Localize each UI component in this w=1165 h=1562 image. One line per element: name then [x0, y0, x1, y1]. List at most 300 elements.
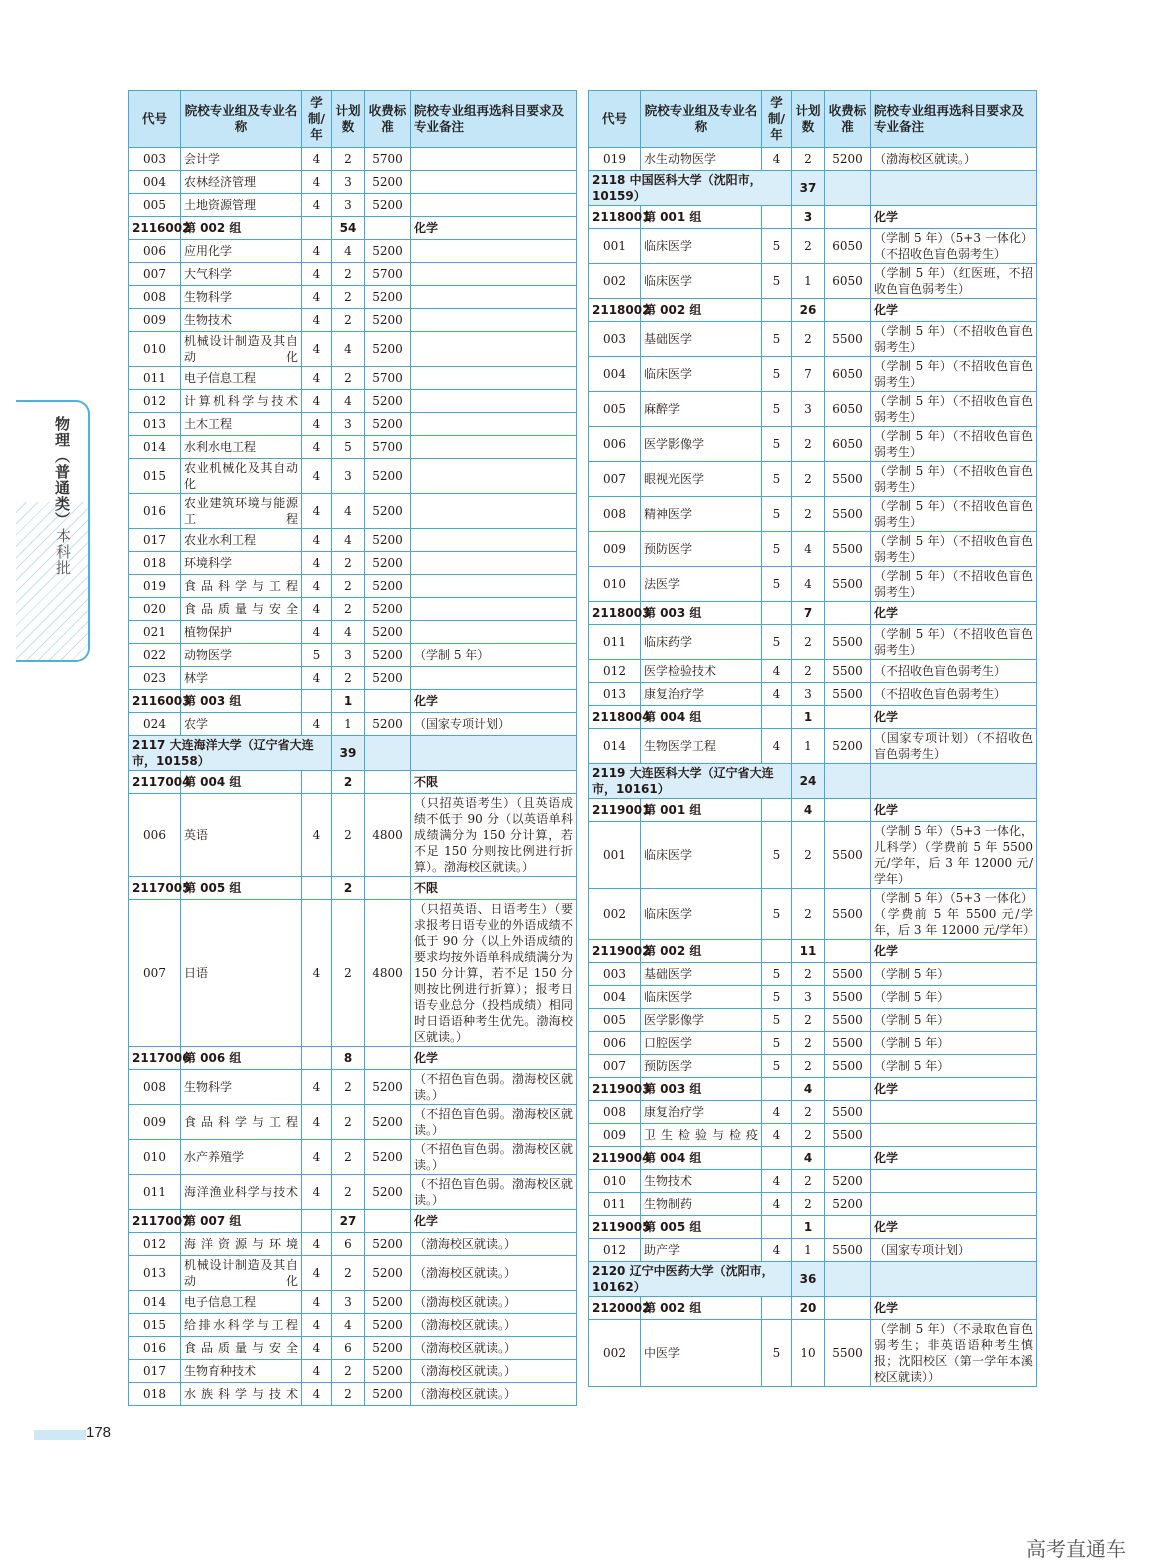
- group-name: 第 004 组: [641, 1147, 762, 1170]
- group-row: [129, 877, 577, 900]
- major-name: 给排水科学与工程: [181, 1314, 302, 1337]
- major-code: 006: [129, 794, 181, 877]
- major-code: 018: [129, 1383, 181, 1406]
- major-plan: 2: [332, 1175, 365, 1210]
- major-note: （只招英语、日语考生）（要求报考日语专业的外语成绩不低于 90 分（以上外语成绩的要求均按外语单科成绩满分为 150 分计算，若不足 150 分则按比例进行折算）；报考日语专业总分（投档成绩）相同时日语语种考生优先。渤海校区就读。）: [411, 900, 577, 1047]
- major-name: 会计学: [181, 148, 302, 171]
- group-plan: 2: [332, 771, 365, 794]
- major-fee: 5200: [365, 1256, 411, 1291]
- major-fee: 5200: [365, 1360, 411, 1383]
- major-note: （国家专项计划）: [411, 713, 577, 736]
- major-name: 林学: [181, 667, 302, 690]
- major-code: 006: [589, 427, 641, 462]
- group-fee: [825, 206, 871, 229]
- school-plan: 36: [792, 1262, 825, 1297]
- major-name: 生物医学工程: [641, 729, 762, 764]
- major-fee: 5500: [825, 497, 871, 532]
- major-years: 4: [302, 459, 332, 494]
- major-name: 生物科学: [181, 1070, 302, 1105]
- group-row: [589, 299, 1037, 322]
- major-row: [129, 529, 577, 552]
- major-fee: 5700: [365, 367, 411, 390]
- school-note: [871, 1262, 1037, 1297]
- major-years: 5: [762, 986, 792, 1009]
- major-years: 4: [762, 148, 792, 171]
- major-fee: 5200: [365, 390, 411, 413]
- major-note: （学制 5 年）: [411, 644, 577, 667]
- major-years: 5: [762, 567, 792, 602]
- school-row: [589, 171, 1037, 206]
- major-name: 环境科学: [181, 552, 302, 575]
- group-name: 第 002 组: [181, 217, 302, 240]
- major-note: [871, 1193, 1037, 1216]
- group-subject-requirement: 化学: [871, 1216, 1037, 1239]
- group-fee: [365, 690, 411, 713]
- group-name: 第 007 组: [181, 1210, 302, 1233]
- major-fee: 5500: [825, 1055, 871, 1078]
- major-name: 临床医学: [641, 822, 762, 889]
- major-name: 水利水电工程: [181, 436, 302, 459]
- major-years: 4: [302, 552, 332, 575]
- major-fee: 5200: [365, 1105, 411, 1140]
- major-years: 5: [762, 462, 792, 497]
- major-row: [589, 357, 1037, 392]
- major-plan: 3: [332, 171, 365, 194]
- major-plan: 2: [332, 286, 365, 309]
- major-row: [589, 1009, 1037, 1032]
- major-name: 康复治疗学: [641, 683, 762, 706]
- major-row: [129, 1070, 577, 1105]
- major-note: [411, 529, 577, 552]
- major-code: 012: [129, 1233, 181, 1256]
- group-fee: [825, 1216, 871, 1239]
- major-years: 4: [302, 1140, 332, 1175]
- major-row: [589, 683, 1037, 706]
- major-plan: 2: [332, 667, 365, 690]
- major-name: 水生动物医学: [641, 148, 762, 171]
- major-plan: 2: [332, 263, 365, 286]
- major-row: [129, 1291, 577, 1314]
- group-row: [589, 940, 1037, 963]
- major-plan: 2: [332, 1070, 365, 1105]
- major-name: 生物科学: [181, 286, 302, 309]
- major-row: [129, 552, 577, 575]
- major-plan: 2: [792, 963, 825, 986]
- major-fee: 5500: [825, 532, 871, 567]
- group-years: [302, 877, 332, 900]
- major-plan: 2: [792, 1032, 825, 1055]
- group-row: [129, 217, 577, 240]
- major-row: [129, 367, 577, 390]
- major-fee: 5200: [365, 240, 411, 263]
- major-name: 农学: [181, 713, 302, 736]
- major-code: 008: [129, 286, 181, 309]
- major-fee: 5200: [365, 1070, 411, 1105]
- group-subject-requirement: 化学: [871, 799, 1037, 822]
- group-code: 2117006: [129, 1047, 181, 1070]
- major-plan: 2: [332, 1140, 365, 1175]
- major-years: 4: [302, 598, 332, 621]
- section-side-tab: [16, 400, 90, 662]
- major-name: 预防医学: [641, 1055, 762, 1078]
- table-header-row: [589, 91, 1037, 148]
- major-plan: 1: [792, 1239, 825, 1262]
- major-note: （渤海校区就读。）: [871, 148, 1037, 171]
- major-code: 011: [589, 625, 641, 660]
- major-name: 食品质量与安全: [181, 598, 302, 621]
- group-fee: [365, 1047, 411, 1070]
- major-row: [589, 1170, 1037, 1193]
- major-code: 014: [129, 1291, 181, 1314]
- major-note: （不招收色盲色弱考生）: [871, 660, 1037, 683]
- major-name: 口腔医学: [641, 1032, 762, 1055]
- major-fee: 5200: [365, 575, 411, 598]
- major-note: （国家专项计划）: [871, 1239, 1037, 1262]
- group-years: [762, 1078, 792, 1101]
- group-row: [589, 799, 1037, 822]
- major-fee: 5700: [365, 148, 411, 171]
- major-plan: 1: [792, 264, 825, 299]
- group-fee: [825, 1147, 871, 1170]
- major-note: （学制 5 年）（不招收色盲色弱考生）: [871, 497, 1037, 532]
- major-code: 001: [589, 822, 641, 889]
- major-note: [411, 598, 577, 621]
- major-note: （只招英语考生）（且英语成绩不低于 90 分（以英语单科成绩满分为 150 分计算，若不足 150 分则按比例进行折算）。渤海校区就读。）: [411, 794, 577, 877]
- major-years: 4: [302, 1291, 332, 1314]
- school-fee: [365, 736, 411, 771]
- major-plan: 4: [332, 240, 365, 263]
- table-header-row: [129, 91, 577, 148]
- major-note: （不招收色盲色弱考生）: [871, 683, 1037, 706]
- major-name: 大气科学: [181, 263, 302, 286]
- major-years: 4: [302, 494, 332, 529]
- major-fee: 5500: [825, 889, 871, 940]
- major-note: （学制 5 年）（不招收色盲色弱考生）: [871, 322, 1037, 357]
- group-row: [589, 1147, 1037, 1170]
- major-plan: 7: [792, 357, 825, 392]
- major-note: （学制 5 年）（不招收色盲色弱考生）: [871, 625, 1037, 660]
- major-years: 5: [762, 625, 792, 660]
- major-years: 4: [302, 794, 332, 877]
- school-fee: [825, 764, 871, 799]
- major-note: [411, 621, 577, 644]
- major-code: 001: [589, 229, 641, 264]
- major-code: 022: [129, 644, 181, 667]
- major-plan: 3: [792, 986, 825, 1009]
- group-years: [762, 799, 792, 822]
- major-row: [589, 567, 1037, 602]
- group-years: [762, 1147, 792, 1170]
- major-years: 5: [762, 532, 792, 567]
- major-name: 水产养殖学: [181, 1140, 302, 1175]
- group-fee: [825, 1297, 871, 1320]
- major-code: 017: [129, 1360, 181, 1383]
- major-years: 4: [302, 1314, 332, 1337]
- major-row: [129, 1140, 577, 1175]
- group-years: [762, 206, 792, 229]
- major-years: 4: [302, 1233, 332, 1256]
- major-note: [871, 1170, 1037, 1193]
- major-years: 4: [302, 1337, 332, 1360]
- major-row: [129, 900, 577, 1047]
- major-row: [589, 497, 1037, 532]
- school-note: [871, 764, 1037, 799]
- major-row: [129, 171, 577, 194]
- major-fee: 5200: [365, 1140, 411, 1175]
- major-years: 4: [762, 1101, 792, 1124]
- major-name: 卫生检验与检疫: [641, 1124, 762, 1147]
- major-row: [589, 322, 1037, 357]
- major-row: [129, 286, 577, 309]
- major-row: [589, 963, 1037, 986]
- major-plan: 4: [792, 567, 825, 602]
- major-years: 5: [762, 1320, 792, 1387]
- group-plan: 20: [792, 1297, 825, 1320]
- school-note: [411, 736, 577, 771]
- major-plan: 4: [332, 1314, 365, 1337]
- major-years: 4: [302, 332, 332, 367]
- major-row: [129, 667, 577, 690]
- major-name: 农林经济管理: [181, 171, 302, 194]
- major-code: 012: [129, 390, 181, 413]
- group-subject-requirement: 化学: [411, 1047, 577, 1070]
- group-subject-requirement: 化学: [411, 690, 577, 713]
- major-years: 4: [302, 171, 332, 194]
- major-row: [589, 427, 1037, 462]
- major-code: 014: [589, 729, 641, 764]
- major-fee: 5200: [365, 529, 411, 552]
- school-name: 2118 中国医科大学（沈阳市，10159）: [589, 171, 792, 206]
- major-name: 临床医学: [641, 357, 762, 392]
- major-plan: 2: [792, 660, 825, 683]
- major-years: 4: [302, 1070, 332, 1105]
- major-code: 003: [129, 148, 181, 171]
- group-name: 第 001 组: [641, 206, 762, 229]
- group-plan: 8: [332, 1047, 365, 1070]
- category-label: 物理（普通类）: [53, 416, 71, 528]
- group-row: [129, 1047, 577, 1070]
- major-note: （学制 5 年）（5+3 一体化）（不招收色盲色弱考生）: [871, 229, 1037, 264]
- major-years: 4: [762, 1170, 792, 1193]
- major-code: 009: [589, 1124, 641, 1147]
- major-plan: 1: [332, 713, 365, 736]
- header-name: 院校专业组及专业名称: [641, 91, 762, 148]
- major-years: 5: [762, 322, 792, 357]
- right-admissions-table: [588, 90, 1037, 1387]
- left-admissions-table: [128, 90, 577, 1406]
- major-name: 水族科学与技术: [181, 1383, 302, 1406]
- major-fee: 5200: [365, 552, 411, 575]
- major-code: 019: [129, 575, 181, 598]
- major-name: 生物制药: [641, 1193, 762, 1216]
- major-row: [129, 390, 577, 413]
- major-code: 013: [129, 413, 181, 436]
- school-fee: [825, 171, 871, 206]
- major-plan: 2: [792, 427, 825, 462]
- major-plan: 4: [332, 494, 365, 529]
- major-name: 海洋资源与环境: [181, 1233, 302, 1256]
- major-row: [129, 1105, 577, 1140]
- major-years: 4: [302, 1175, 332, 1210]
- group-fee: [825, 299, 871, 322]
- major-row: [129, 332, 577, 367]
- major-row: [589, 462, 1037, 497]
- major-fee: 5200: [365, 667, 411, 690]
- header-code: 代号: [589, 91, 641, 148]
- major-plan: 2: [792, 322, 825, 357]
- major-fee: 5500: [825, 567, 871, 602]
- major-note: （渤海校区就读。）: [411, 1233, 577, 1256]
- major-note: （学制 5 年）（不招收色盲色弱考生）: [871, 567, 1037, 602]
- group-name: 第 002 组: [641, 299, 762, 322]
- school-plan: 37: [792, 171, 825, 206]
- major-name: 日语: [181, 900, 302, 1047]
- major-years: 4: [762, 729, 792, 764]
- major-code: 012: [589, 1239, 641, 1262]
- school-fee: [825, 1262, 871, 1297]
- major-note: （渤海校区就读。）: [411, 1314, 577, 1337]
- major-row: [129, 794, 577, 877]
- major-name: 中医学: [641, 1320, 762, 1387]
- major-note: [411, 494, 577, 529]
- major-years: 4: [302, 367, 332, 390]
- major-plan: 2: [792, 229, 825, 264]
- group-years: [302, 1210, 332, 1233]
- major-fee: 5200: [825, 1193, 871, 1216]
- group-name: 第 002 组: [641, 940, 762, 963]
- major-row: [129, 713, 577, 736]
- group-fee: [365, 877, 411, 900]
- group-fee: [365, 771, 411, 794]
- group-code: 2117005: [129, 877, 181, 900]
- group-plan: 11: [792, 940, 825, 963]
- group-plan: 4: [792, 1078, 825, 1101]
- major-note: [411, 171, 577, 194]
- group-years: [762, 299, 792, 322]
- major-note: （渤海校区就读。）: [411, 1256, 577, 1291]
- major-fee: 5200: [365, 1175, 411, 1210]
- school-note: [871, 171, 1037, 206]
- major-code: 008: [589, 1101, 641, 1124]
- major-row: [589, 986, 1037, 1009]
- major-plan: 1: [792, 729, 825, 764]
- major-note: [411, 367, 577, 390]
- major-fee: 5200: [365, 459, 411, 494]
- left-table-body: [129, 148, 577, 1406]
- group-subject-requirement: 化学: [871, 1078, 1037, 1101]
- major-name: 眼视光医学: [641, 462, 762, 497]
- major-plan: 4: [332, 390, 365, 413]
- major-years: 4: [762, 1193, 792, 1216]
- major-fee: 5200: [365, 598, 411, 621]
- major-row: [589, 1101, 1037, 1124]
- major-name: 医学影像学: [641, 427, 762, 462]
- school-plan: 39: [332, 736, 365, 771]
- group-years: [302, 771, 332, 794]
- group-row: [129, 771, 577, 794]
- major-name: 生物技术: [181, 309, 302, 332]
- group-years: [762, 706, 792, 729]
- major-years: 5: [762, 963, 792, 986]
- group-name: 第 003 组: [641, 1078, 762, 1101]
- major-code: 005: [589, 1009, 641, 1032]
- major-plan: 2: [332, 598, 365, 621]
- major-name: 动物医学: [181, 644, 302, 667]
- major-plan: 2: [332, 1383, 365, 1406]
- group-plan: 3: [792, 206, 825, 229]
- major-code: 006: [129, 240, 181, 263]
- major-note: （学制 5 年）（不招收色盲色弱考生）: [871, 357, 1037, 392]
- major-years: 4: [302, 575, 332, 598]
- school-plan: 24: [792, 764, 825, 799]
- major-years: 4: [302, 1105, 332, 1140]
- major-fee: 5500: [825, 963, 871, 986]
- major-code: 011: [129, 367, 181, 390]
- major-fee: 5200: [365, 1383, 411, 1406]
- major-note: （不招色盲色弱。渤海校区就读。）: [411, 1105, 577, 1140]
- group-code: 2119001: [589, 799, 641, 822]
- major-fee: 5500: [825, 683, 871, 706]
- major-fee: 6050: [825, 264, 871, 299]
- group-name: 第 004 组: [181, 771, 302, 794]
- major-code: 013: [129, 1256, 181, 1291]
- major-note: （不招色盲色弱。渤海校区就读。）: [411, 1175, 577, 1210]
- group-name: 第 006 组: [181, 1047, 302, 1070]
- major-fee: 5200: [825, 1170, 871, 1193]
- major-note: （学制 5 年）（不招收色盲色弱考生）: [871, 532, 1037, 567]
- major-note: （渤海校区就读。）: [411, 1337, 577, 1360]
- major-fee: 5200: [365, 309, 411, 332]
- major-years: 4: [302, 436, 332, 459]
- major-code: 007: [589, 462, 641, 497]
- major-fee: 5700: [365, 263, 411, 286]
- major-years: 5: [762, 357, 792, 392]
- group-plan: 4: [792, 1147, 825, 1170]
- major-plan: 3: [332, 644, 365, 667]
- group-subject-requirement: 化学: [871, 1297, 1037, 1320]
- major-code: 019: [589, 148, 641, 171]
- major-code: 002: [589, 1320, 641, 1387]
- major-fee: 5500: [825, 1239, 871, 1262]
- major-note: （渤海校区就读。）: [411, 1360, 577, 1383]
- major-row: [129, 621, 577, 644]
- major-row: [129, 1175, 577, 1210]
- major-fee: 6050: [825, 427, 871, 462]
- major-code: 005: [589, 392, 641, 427]
- major-years: 4: [302, 240, 332, 263]
- major-plan: 2: [332, 1256, 365, 1291]
- school-row: [129, 736, 577, 771]
- major-name: 农业水利工程: [181, 529, 302, 552]
- major-years: 4: [302, 390, 332, 413]
- major-years: 4: [302, 621, 332, 644]
- major-years: 5: [762, 889, 792, 940]
- major-note: [411, 309, 577, 332]
- major-plan: 4: [792, 532, 825, 567]
- group-subject-requirement: 化学: [871, 299, 1037, 322]
- group-subject-requirement: 化学: [871, 1147, 1037, 1170]
- major-years: 4: [762, 660, 792, 683]
- major-fee: 6050: [825, 229, 871, 264]
- group-subject-requirement: 化学: [871, 940, 1037, 963]
- group-subject-requirement: 化学: [871, 206, 1037, 229]
- major-plan: 3: [792, 392, 825, 427]
- major-row: [589, 1032, 1037, 1055]
- major-note: [411, 413, 577, 436]
- major-code: 007: [129, 263, 181, 286]
- major-code: 020: [129, 598, 181, 621]
- group-code: 2117004: [129, 771, 181, 794]
